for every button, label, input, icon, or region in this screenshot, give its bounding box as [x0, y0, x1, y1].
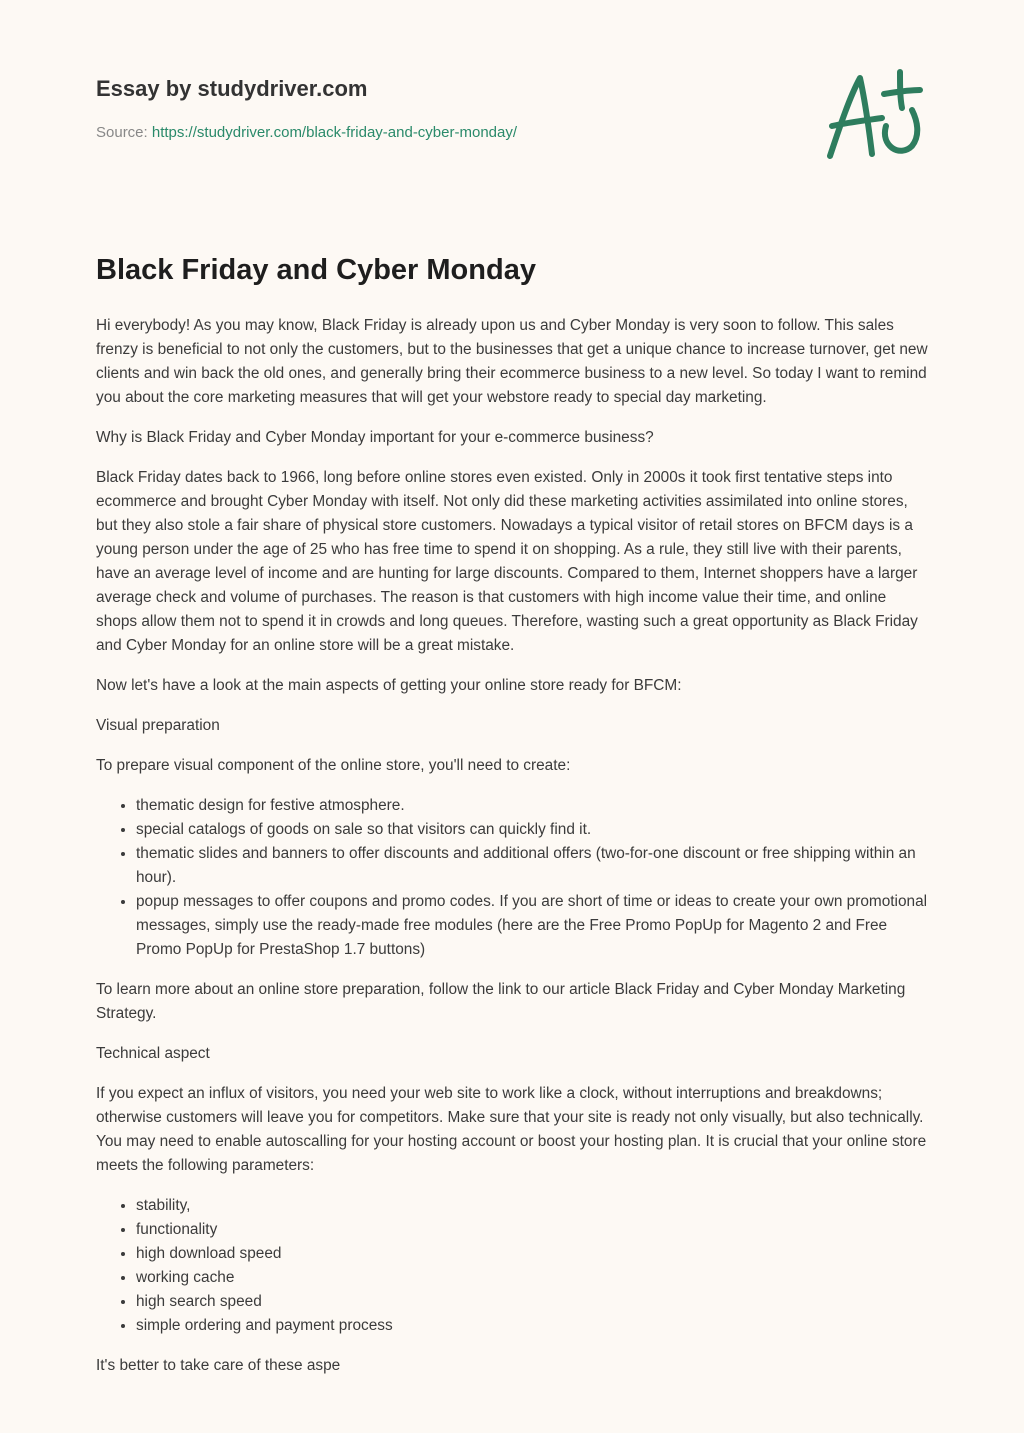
source-line — [96, 124, 517, 141]
paragraph: To prepare visual component of the online store, you'll need to create: — [96, 757, 571, 774]
list-item: • special catalogs of goods on sale so that visitors can quickly find it. — [136, 818, 930, 842]
paragraph: If you expect an influx of visitors, you need your web site to work like a clock, without interruptions and breakdowns; otherwise customers will leave you for competitors. Make sure that your site is ready not only visually, but also technically. You may need to enable autoscalling for your hosting account or boost your hosting plan. It is crucial that your online store meets the following parameters: — [96, 1085, 927, 1174]
section-heading: Technical aspect — [96, 1045, 210, 1062]
paragraph: Black Friday dates back to 1966, long before online stores even existed. Only in 2000s it took first tentative steps into ecommerce and brought Cyber Monday with itself. Not only did these marketing activities assimilated into online stores, but they also stole a fair share of physical store customers. Nowadays a typical visitor of retail stores on BFCM days is a young person under the age of 25 who has free time to spend it on shopping. As a rule, they still live with their parents, have an average level of income and are hunting for large discounts. Compared to them, Internet shoppers have a larger average check and volume of purchases. The reason is that customers with high income value their time, and online shops allow them not to spend it in crowds and long queues. Therefore, wasting such a great opportunity as Black Friday and Cyber Monday for an online store will be a great mistake. — [96, 469, 918, 654]
list-item: • thematic design for festive atmosphere. — [136, 794, 930, 818]
list-item: • stability, — [136, 1194, 930, 1218]
essay-title: Black Friday and Cyber Monday — [96, 254, 536, 286]
list-item: • popup messages to offer coupons and promo codes. If you are short of time or ideas to create your own promotional messages, simply use the ready-made free modules (here are the Free Promo PopUp for Magento 2 and Free Promo PopUp for PrestaShop 1.7 buttons) — [136, 890, 930, 962]
list-item: • high search speed — [136, 1290, 930, 1314]
list-item: • working cache — [136, 1266, 930, 1290]
visual-prep-list — [96, 794, 930, 962]
source-label: Source: — [96, 124, 148, 141]
list-item: • simple ordering and payment process — [136, 1314, 930, 1338]
list-item: • functionality — [136, 1218, 930, 1242]
list-item: • high download speed — [136, 1242, 930, 1266]
list-item: • thematic slides and banners to offer discounts and additional offers (two-for-one discount or free shipping within an hour). — [136, 842, 930, 890]
source-link[interactable]: https://studydriver.com/black-friday-and-cyber-monday/ — [151, 124, 518, 141]
a-plus-grade-icon — [820, 66, 930, 166]
site-title: Essay by studydriver.com — [96, 76, 368, 101]
essay-body — [96, 314, 930, 1394]
paragraph: It's better to take care of these aspe — [96, 1357, 341, 1374]
paragraph: To learn more about an online store preparation, follow the link to our article Black Friday and Cyber Monday Marketing Strategy. — [96, 981, 906, 1022]
technical-params-list — [96, 1194, 930, 1338]
paragraph: Why is Black Friday and Cyber Monday important for your e-commerce business? — [96, 429, 654, 446]
paragraph: Hi everybody! As you may know, Black Friday is already upon us and Cyber Monday is very soon to follow. This sales frenzy is beneficial to not only the customers, but to the businesses that get a unique chance to increase turnover, get new clients and win back the old ones, and generally bring their ecommerce business to a new level. So today I want to remind you about the core marketing measures that will get your webstore ready to special day marketing. — [96, 317, 928, 406]
section-heading: Visual preparation — [96, 717, 220, 734]
paragraph: Now let's have a look at the main aspects of getting your online store ready for BFCM: — [96, 677, 682, 694]
